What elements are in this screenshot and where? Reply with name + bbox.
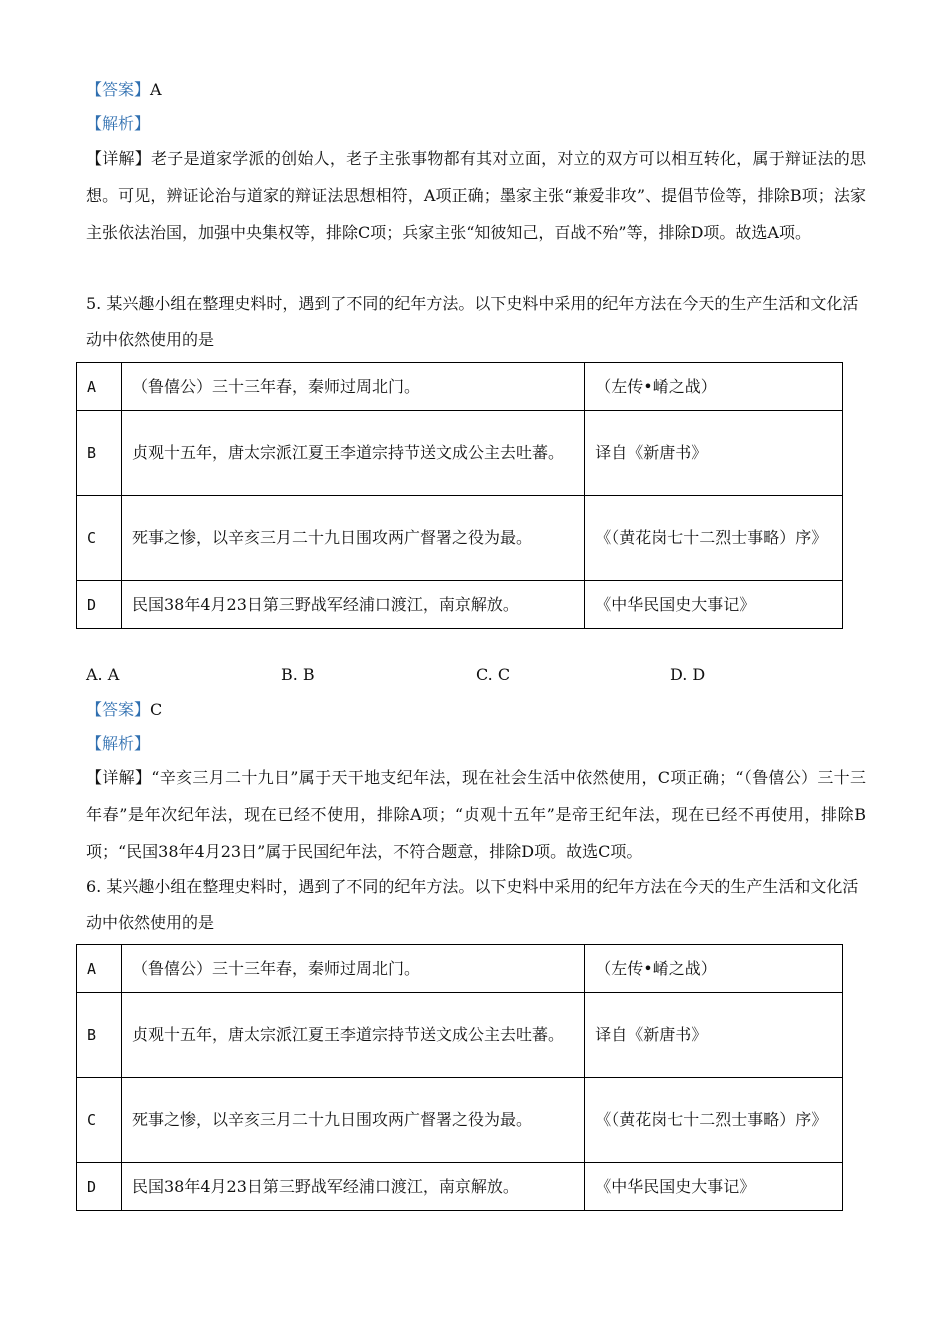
table-row: [77, 1163, 843, 1211]
row-source: 译自《新唐书》: [585, 411, 843, 496]
q5-source-table: [76, 362, 843, 629]
option-d[interactable]: D. D: [670, 665, 706, 684]
q4-detail-paragraph: [86, 140, 866, 251]
row-content: （鲁僖公）三十三年春，秦师过周北门。: [121, 363, 584, 411]
table-row: [77, 1078, 843, 1163]
q6-source-table: [76, 944, 843, 1211]
option-c[interactable]: C. C: [476, 665, 511, 684]
row-source: 《中华民国史大事记》: [585, 1163, 843, 1211]
table-row: [77, 945, 843, 993]
row-source: 《（黄花岗七十二烈士事略）序》: [585, 496, 843, 581]
row-letter: C: [77, 1078, 122, 1163]
q5-analysis-line: [86, 734, 150, 754]
row-content: 贞观十五年，唐太宗派江夏王李道宗持节送文成公主去吐蕃。: [121, 411, 584, 496]
analysis-tag: 【解析】: [86, 114, 151, 133]
q5-answer-line: [86, 700, 162, 720]
row-letter: A: [77, 945, 122, 993]
answer-value: A: [150, 80, 162, 99]
detail-text: “辛亥三月二十九日”属于天干地支纪年法，现在社会生活中依然使用，C项正确；“（鲁僖公）三十三年春”是年次纪年法，现在已经不使用，排除A项；“贞观十五年”是帝王纪年法，现在已经不再使用，排除B项；“民国38年4月23日”属于民国纪年法，不符合题意，排除D项。故选C项。: [86, 768, 866, 861]
q5-detail-paragraph: [86, 759, 866, 870]
table-row: [77, 581, 843, 629]
row-source: 《（黄花岗七十二烈士事略）序》: [585, 1078, 843, 1163]
row-letter: A: [77, 363, 122, 411]
row-content: 贞观十五年，唐太宗派江夏王李道宗持节送文成公主去吐蕃。: [121, 993, 584, 1078]
table-row: [77, 993, 843, 1078]
detail-text: 老子是道家学派的创始人，老子主张事物都有其对立面，对立的双方可以相互转化，属于辩证法的思想。可见，辨证论治与道家的辩证法思想相符，A项正确；墨家主张“兼爱非攻”、提倡节俭等，排除B项；法家主张依法治国，加强中央集权等，排除C项；兵家主张“知彼知己，百战不殆”等，排除D项。故选A项。: [86, 149, 866, 242]
detail-tag: 【详解】: [86, 149, 152, 168]
row-content: 死事之惨，以辛亥三月二十九日围攻两广督署之役为最。: [121, 496, 584, 581]
row-source: 《中华民国史大事记》: [585, 581, 843, 629]
row-content: 死事之惨，以辛亥三月二十九日围攻两广督署之役为最。: [121, 1078, 584, 1163]
answer-tag: 【答案】: [86, 700, 151, 719]
row-letter: D: [77, 1163, 122, 1211]
answer-value: C: [150, 700, 163, 719]
table-row: [77, 496, 843, 581]
detail-tag: 【详解】: [86, 768, 152, 787]
option-a[interactable]: A. A: [86, 665, 120, 684]
row-letter: B: [77, 993, 122, 1078]
option-b[interactable]: B. B: [281, 665, 315, 684]
table-row: [77, 411, 843, 496]
q4-answer-line: [86, 80, 162, 100]
row-content: 民国38年4月23日第三野战军经浦口渡江，南京解放。: [121, 1163, 584, 1211]
row-content: （鲁僖公）三十三年春，秦师过周北门。: [121, 945, 584, 993]
row-letter: B: [77, 411, 122, 496]
row-source: （左传•崤之战）: [585, 945, 843, 993]
row-letter: D: [77, 581, 122, 629]
q6-stem: 6. 某兴趣小组在整理史料时，遇到了不同的纪年方法。以下史料中采用的纪年方法在今天的生产生活和文化活动中依然使用的是: [86, 877, 859, 932]
row-content: 民国38年4月23日第三野战军经浦口渡江，南京解放。: [121, 581, 584, 629]
row-source: （左传•崤之战）: [585, 363, 843, 411]
analysis-tag: 【解析】: [86, 734, 151, 753]
q4-analysis-line: [86, 114, 150, 134]
row-source: 译自《新唐书》: [585, 993, 843, 1078]
answer-tag: 【答案】: [86, 80, 151, 99]
q5-stem: 5. 某兴趣小组在整理史料时，遇到了不同的纪年方法。以下史料中采用的纪年方法在今天的生产生活和文化活动中依然使用的是: [86, 294, 859, 349]
row-letter: C: [77, 496, 122, 581]
table-row: [77, 363, 843, 411]
